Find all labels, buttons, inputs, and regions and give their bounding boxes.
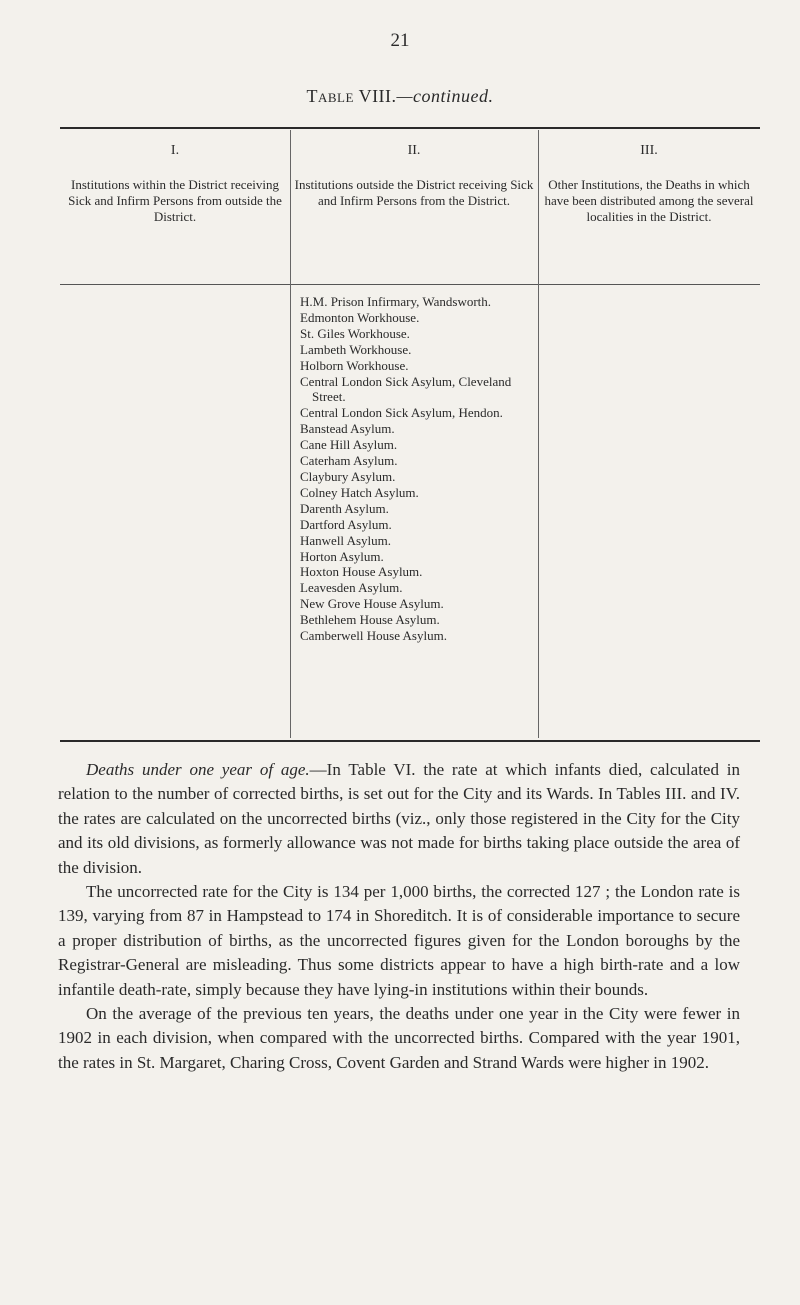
paragraph-lead: Deaths under one year of age.: [86, 760, 310, 779]
table-title-continued: —continued.: [396, 86, 494, 106]
column-header-2: [292, 143, 536, 209]
table-top-rule: [60, 127, 760, 129]
list-item: Bethlehem House Asylum.: [300, 612, 440, 628]
list-item: Cane Hill Asylum.: [300, 437, 398, 453]
list-item: Colney Hatch Asylum.: [300, 484, 419, 500]
list-item: Camberwell House Asylum.: [300, 628, 447, 644]
table-title: [0, 86, 800, 107]
list-item: Central London Sick Asylum, Cleveland Street.: [300, 373, 512, 405]
body-text: [58, 758, 740, 1075]
list-item: Holborn Workhouse.: [300, 357, 409, 373]
list-item: Dartford Asylum.: [300, 516, 392, 532]
column-header-1: [62, 143, 288, 225]
column-1-heading: Institutions within the District receiving Sick and Infirm Persons from outside the District.: [68, 177, 282, 224]
column-header-3: [540, 143, 758, 225]
paragraph-infant-deaths: [58, 758, 740, 880]
list-item: Claybury Asylum.: [300, 468, 396, 484]
list-item: Lambeth Workhouse.: [300, 341, 412, 357]
list-item: Caterham Asylum.: [300, 453, 398, 469]
column-2-heading: Institutions outside the District receiving Sick and Infirm Persons from the District.: [294, 177, 534, 208]
column-divider-1: [290, 130, 291, 738]
column-2-numeral: II.: [407, 143, 421, 158]
institutions-outside-list: [300, 294, 535, 644]
list-item: St. Giles Workhouse.: [300, 325, 410, 341]
column-divider-2: [538, 130, 539, 738]
paragraph-text: —In Table VI. the rate at which infants died, calculated in relation to the number of corrected births, is set out for the City and its Wards. In Tables III. and IV. the rates are calculated on the uncorrected births (viz., only those registered in the City for the City and its old divisions, as formerly allowance was not made for births taking place outside the area of the division.: [58, 760, 740, 877]
page-number: 21: [390, 30, 410, 51]
list-item: Darenth Asylum.: [300, 500, 389, 516]
list-item: Hoxton House Asylum.: [300, 564, 423, 580]
list-item: Horton Asylum.: [300, 548, 384, 564]
column-1-numeral: I.: [170, 143, 180, 158]
list-item: H.M. Prison Infirmary, Wandsworth.: [300, 294, 492, 309]
list-item: Leavesden Asylum.: [300, 580, 403, 596]
list-item: Hanwell Asylum.: [300, 532, 391, 548]
paragraph-uncorrected-rate: The uncorrected rate for the City is 134 per 1,000 births, the corrected 127 ; the London rate is 139, varying from 87 in Hampstead to 174 in Shoreditch. It is of considerable importance to secure a proper distribution of births, as the uncorrected figures given for the London boroughs by the Registrar-General are misleading. Thus some districts appear to have a high birth-rate and a low infantile death-rate, simply because they have lying-in institutions within their bounds.: [58, 882, 740, 999]
column-3-heading: Other Institutions, the Deaths in which have been distributed among the several localities in the District.: [544, 177, 754, 224]
list-item: Banstead Asylum.: [300, 421, 395, 437]
table-title-name: Table VIII.: [306, 86, 397, 106]
table-bottom-rule: [60, 740, 760, 742]
paragraph-ten-year-average: On the average of the previous ten years, the deaths under one year in the City were fewer in 1902 in each division, when compared with the uncorrected births. Compared with the year 1901, the rates in St. Margaret, Charing Cross, Covent Garden and Strand Wards were higher in 1902.: [58, 1004, 740, 1072]
table-header-rule: [60, 284, 760, 285]
list-item: Edmonton Workhouse.: [300, 309, 420, 325]
column-3-numeral: III.: [640, 143, 658, 158]
list-item: Central London Sick Asylum, Hendon.: [300, 405, 503, 421]
list-item: New Grove House Asylum.: [300, 596, 444, 612]
